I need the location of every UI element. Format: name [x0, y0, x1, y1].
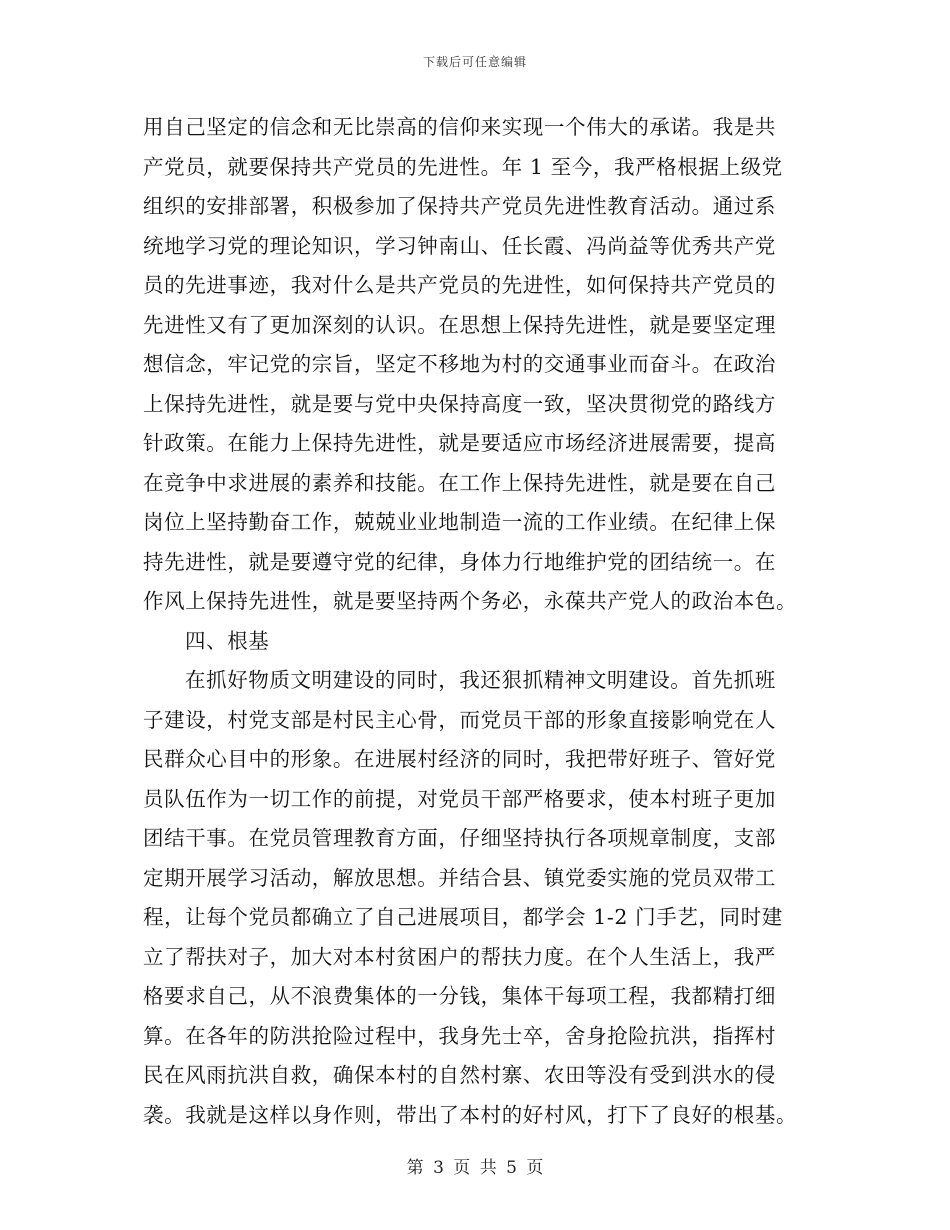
body-line: 岗位上坚持勤奋工作，兢兢业业地制造一流的工作业绩。在纪律上保	[143, 510, 776, 534]
body-line: 上保持先进性，就是要与党中央保持高度一致，坚决贯彻党的路线方	[143, 391, 776, 416]
body-line: 用自己坚定的信念和无比崇高的信仰来实现一个伟大的承诺。我是共	[143, 115, 776, 139]
body-line: 立了帮扶对子，加大对本村贫困户的帮扶力度。在个人生活上，我严	[143, 944, 776, 969]
body-line: 组织的安排部署，积极参加了保持共产党员先进性教育活动。通过系	[143, 194, 776, 218]
body-line: 算。在各年的防洪抢险过程中，我身先士卒，舍身抢险抗洪，指挥村	[143, 1023, 776, 1048]
page-header: 下载后可任意编辑	[422, 55, 527, 69]
body-line: 团结干事。在党员管理教育方面，仔细坚持执行各项规章制度，支部	[143, 826, 776, 850]
body-line: 在竞争中求进展的素养和技能。在工作上保持先进性，就是要在自己	[143, 470, 776, 495]
body-line: 员队伍作为一切工作的前提，对党员干部严格要求，使本村班子更加	[143, 786, 776, 811]
body-line: 统地学习党的理论知识，学习钟南山、任长霞、冯尚益等优秀共产党	[143, 233, 776, 258]
section-heading: 四、根基	[185, 628, 270, 653]
body-line: 先进性又有了更加深刻的认识。在思想上保持先进性，就是要坚定理	[143, 312, 776, 337]
body-line: 针政策。在能力上保持先进性，就是要适应市场经济进展需要，提高	[143, 431, 776, 455]
body-line: 袭。我就是这样以身作则，带出了本村的好村风，打下了良好的根基。	[143, 1102, 798, 1127]
body-line: 产党员，就要保持共产党员的先进性。年 1 至今，我严格根据上级党	[143, 154, 783, 179]
body-line: 民在风雨抗洪自救，确保本村的自然村寨、农田等没有受到洪水的侵	[143, 1063, 776, 1087]
body-line: 持先进性，就是要遵守党的纪律，身体力行地维护党的团结统一。在	[143, 549, 776, 574]
body-line: 员的先进事迹，我对什么是共产党员的先进性，如何保持共产党员的	[143, 273, 776, 297]
body-line: 程，让每个党员都确立了自己进展项目，都学会 1-2 门手艺，同时建	[143, 905, 783, 929]
body-line: 在抓好物质文明建设的同时，我还狠抓精神文明建设。首先抓班	[185, 668, 776, 692]
body-line: 作风上保持先进性，就是要坚持两个务必，永葆共产党人的政治本色。	[143, 589, 798, 613]
body-line: 子建设，村党支部是村民主心骨，而党员干部的形象直接影响党在人	[143, 707, 776, 732]
document-body	[143, 108, 813, 1135]
page-number: 第 3 页 共 5 页	[406, 1158, 544, 1178]
body-line: 民群众心目中的形象。在进展村经济的同时，我把带好班子、管好党	[143, 747, 776, 771]
body-line: 格要求自己，从不浪费集体的一分钱，集体干每项工程，我都精打细	[143, 984, 776, 1008]
body-line: 定期开展学习活动，解放思想。并结合县、镇党委实施的党员双带工	[143, 865, 776, 890]
body-line: 想信念，牢记党的宗旨，坚定不移地为村的交通事业而奋斗。在政治	[143, 352, 776, 376]
